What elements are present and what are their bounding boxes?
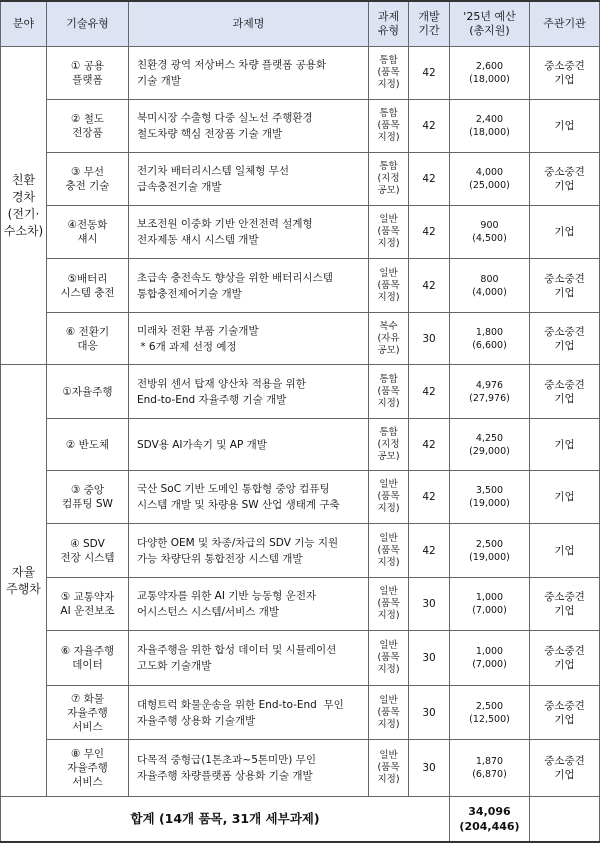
kind-cell: 일반 (품목 지정) bbox=[369, 686, 409, 740]
kind-cell: 복수 (자유 공모) bbox=[369, 313, 409, 365]
lead-cell: 중소중견 기업 bbox=[530, 47, 600, 100]
tech-type-cell: ⑤ 교통약자 AI 운전보조 bbox=[47, 578, 129, 631]
lead-cell: 중소중견 기업 bbox=[530, 686, 600, 740]
table-row bbox=[1, 153, 600, 206]
kind-cell: 통합 (품목 지정) bbox=[369, 365, 409, 419]
kind-cell: 통합 (품목 지정) bbox=[369, 47, 409, 100]
task-cell: SDV용 AI가속기 및 AP 개발 bbox=[129, 419, 369, 471]
budget-cell: 4,000 (25,000) bbox=[450, 153, 530, 206]
header-budget: '25년 예산 (총지원) bbox=[450, 1, 530, 47]
period-cell: 42 bbox=[409, 259, 450, 313]
table-row bbox=[1, 419, 600, 471]
task-cell: 다양한 OEM 및 차종/차급의 SDV 기능 지원 가능 차량단위 통합전장 시스템 개발 bbox=[129, 524, 369, 578]
table-row bbox=[1, 365, 600, 419]
kind-cell: 통합 (지정 공모) bbox=[369, 419, 409, 471]
table-row bbox=[1, 686, 600, 740]
budget-cell: 4,250 (29,000) bbox=[450, 419, 530, 471]
tech-type-cell: ③ 중앙 컴퓨팅 SW bbox=[47, 471, 129, 524]
task-cell: 초급속 충전속도 향상을 위한 배터리시스템 통합충전제어기술 개발 bbox=[129, 259, 369, 313]
kind-cell: 일반 (품목 지정) bbox=[369, 578, 409, 631]
table-row bbox=[1, 740, 600, 797]
header-row bbox=[1, 1, 600, 47]
lead-cell: 기업 bbox=[530, 524, 600, 578]
period-cell: 42 bbox=[409, 524, 450, 578]
tech-type-cell: ① 공용 플랫폼 bbox=[47, 47, 129, 100]
kind-cell: 통합 (품목 지정) bbox=[369, 100, 409, 153]
lead-cell: 중소중견 기업 bbox=[530, 259, 600, 313]
tech-type-cell: ①자율주행 bbox=[47, 365, 129, 419]
tech-type-cell: ② 철도 전장품 bbox=[47, 100, 129, 153]
lead-cell: 중소중견 기업 bbox=[530, 740, 600, 797]
table-row bbox=[1, 47, 600, 100]
task-cell: 교통약자를 위한 AI 기반 능동형 운전자 어시스턴스 시스템/서비스 개발 bbox=[129, 578, 369, 631]
tech-type-cell: ⑥ 전환기 대응 bbox=[47, 313, 129, 365]
budget-cell: 2,500 (19,000) bbox=[450, 524, 530, 578]
tech-type-cell: ⑧ 무인 자율주행 서비스 bbox=[47, 740, 129, 797]
budget-cell: 1,800 (6,600) bbox=[450, 313, 530, 365]
total-label: 합계 (14개 품목, 31개 세부과제) bbox=[1, 797, 450, 843]
tech-type-cell: ⑤배터리 시스템 충전 bbox=[47, 259, 129, 313]
period-cell: 30 bbox=[409, 313, 450, 365]
kind-cell: 일반 (품목 지정) bbox=[369, 631, 409, 686]
task-cell: 다목적 중형급(1톤초과~5톤미만) 무인 자율주행 차량플랫폼 상용화 기술 개발 bbox=[129, 740, 369, 797]
table-row bbox=[1, 631, 600, 686]
total-row bbox=[1, 797, 600, 843]
header-task-name: 과제명 bbox=[129, 1, 369, 47]
tech-type-cell: ⑥ 자율주행 데이터 bbox=[47, 631, 129, 686]
budget-cell: 4,976 (27,976) bbox=[450, 365, 530, 419]
lead-cell: 중소중견 기업 bbox=[530, 631, 600, 686]
budget-cell: 2,400 (18,000) bbox=[450, 100, 530, 153]
period-cell: 42 bbox=[409, 206, 450, 259]
budget-cell: 1,000 (7,000) bbox=[450, 631, 530, 686]
field-cell-eco: 친환 경차 (전기· 수소차) bbox=[1, 47, 47, 365]
table-row bbox=[1, 313, 600, 365]
budget-cell: 2,500 (12,500) bbox=[450, 686, 530, 740]
budget-cell: 3,500 (19,000) bbox=[450, 471, 530, 524]
header-period: 개발 기간 bbox=[409, 1, 450, 47]
table-row bbox=[1, 259, 600, 313]
tech-type-cell: ④ SDV 전장 시스템 bbox=[47, 524, 129, 578]
period-cell: 42 bbox=[409, 153, 450, 206]
lead-cell: 중소중견 기업 bbox=[530, 578, 600, 631]
tech-type-cell: ④전동화 섀시 bbox=[47, 206, 129, 259]
lead-cell: 기업 bbox=[530, 206, 600, 259]
tech-type-cell: ③ 무선 충전 기술 bbox=[47, 153, 129, 206]
period-cell: 42 bbox=[409, 365, 450, 419]
budget-cell: 2,600 (18,000) bbox=[450, 47, 530, 100]
kind-cell: 일반 (품목 지정) bbox=[369, 471, 409, 524]
task-cell: 미래차 전환 부품 기술개발 * 6개 과제 선정 예정 bbox=[129, 313, 369, 365]
kind-cell: 일반 (품목 지정) bbox=[369, 740, 409, 797]
period-cell: 42 bbox=[409, 419, 450, 471]
lead-cell: 기업 bbox=[530, 471, 600, 524]
period-cell: 42 bbox=[409, 471, 450, 524]
period-cell: 30 bbox=[409, 740, 450, 797]
header-lead: 주관기관 bbox=[530, 1, 600, 47]
task-cell: 대형트럭 화물운송을 위한 End-to-End 무인 자율주행 상용화 기술개발 bbox=[129, 686, 369, 740]
task-cell: 전방위 센서 탑재 양산차 적용을 위한 End-to-End 자율주행 기술 개발 bbox=[129, 365, 369, 419]
kind-cell: 일반 (품목 지정) bbox=[369, 524, 409, 578]
period-cell: 30 bbox=[409, 578, 450, 631]
period-cell: 42 bbox=[409, 100, 450, 153]
table-row bbox=[1, 524, 600, 578]
task-cell: 북미시장 수출형 다중 실노선 주행환경 철도차량 핵심 전장품 기술 개발 bbox=[129, 100, 369, 153]
table-row bbox=[1, 100, 600, 153]
total-empty-cell bbox=[530, 797, 600, 843]
budget-cell: 1,000 (7,000) bbox=[450, 578, 530, 631]
period-cell: 42 bbox=[409, 47, 450, 100]
table-row bbox=[1, 578, 600, 631]
lead-cell: 기업 bbox=[530, 419, 600, 471]
lead-cell: 중소중견 기업 bbox=[530, 153, 600, 206]
task-cell: 국산 SoC 기반 도메인 통합형 중앙 컴퓨팅 시스템 개발 및 차량용 SW 산업 생태계 구축 bbox=[129, 471, 369, 524]
kind-cell: 일반 (품목 지정) bbox=[369, 259, 409, 313]
field-cell-autonomous: 자율 주행차 bbox=[1, 365, 47, 797]
header-tech-type: 기술유형 bbox=[47, 1, 129, 47]
kind-cell: 통합 (지정 공모) bbox=[369, 153, 409, 206]
budget-cell: 900 (4,500) bbox=[450, 206, 530, 259]
period-cell: 30 bbox=[409, 686, 450, 740]
task-cell: 전기차 배터리시스템 일체형 무선 급속충전기술 개발 bbox=[129, 153, 369, 206]
total-budget: 34,096 (204,446) bbox=[450, 797, 530, 843]
table-row bbox=[1, 206, 600, 259]
tech-type-cell: ⑦ 화물 자율주행 서비스 bbox=[47, 686, 129, 740]
period-cell: 30 bbox=[409, 631, 450, 686]
task-cell: 친환경 광역 저상버스 차량 플랫폼 공용화 기술 개발 bbox=[129, 47, 369, 100]
tech-type-cell: ② 반도체 bbox=[47, 419, 129, 471]
kind-cell: 일반 (품목 지정) bbox=[369, 206, 409, 259]
header-field: 분야 bbox=[1, 1, 47, 47]
lead-cell: 중소중견 기업 bbox=[530, 365, 600, 419]
task-cell: 보조전원 이중화 기반 안전전력 설계형 전자제동 섀시 시스템 개발 bbox=[129, 206, 369, 259]
budget-cell: 800 (4,000) bbox=[450, 259, 530, 313]
table-row bbox=[1, 471, 600, 524]
budget-cell: 1,870 (6,870) bbox=[450, 740, 530, 797]
header-task-kind: 과제 유형 bbox=[369, 1, 409, 47]
task-cell: 자율주행을 위한 합성 데이터 및 시뮬레이션 고도화 기술개발 bbox=[129, 631, 369, 686]
lead-cell: 중소중견 기업 bbox=[530, 313, 600, 365]
lead-cell: 기업 bbox=[530, 100, 600, 153]
